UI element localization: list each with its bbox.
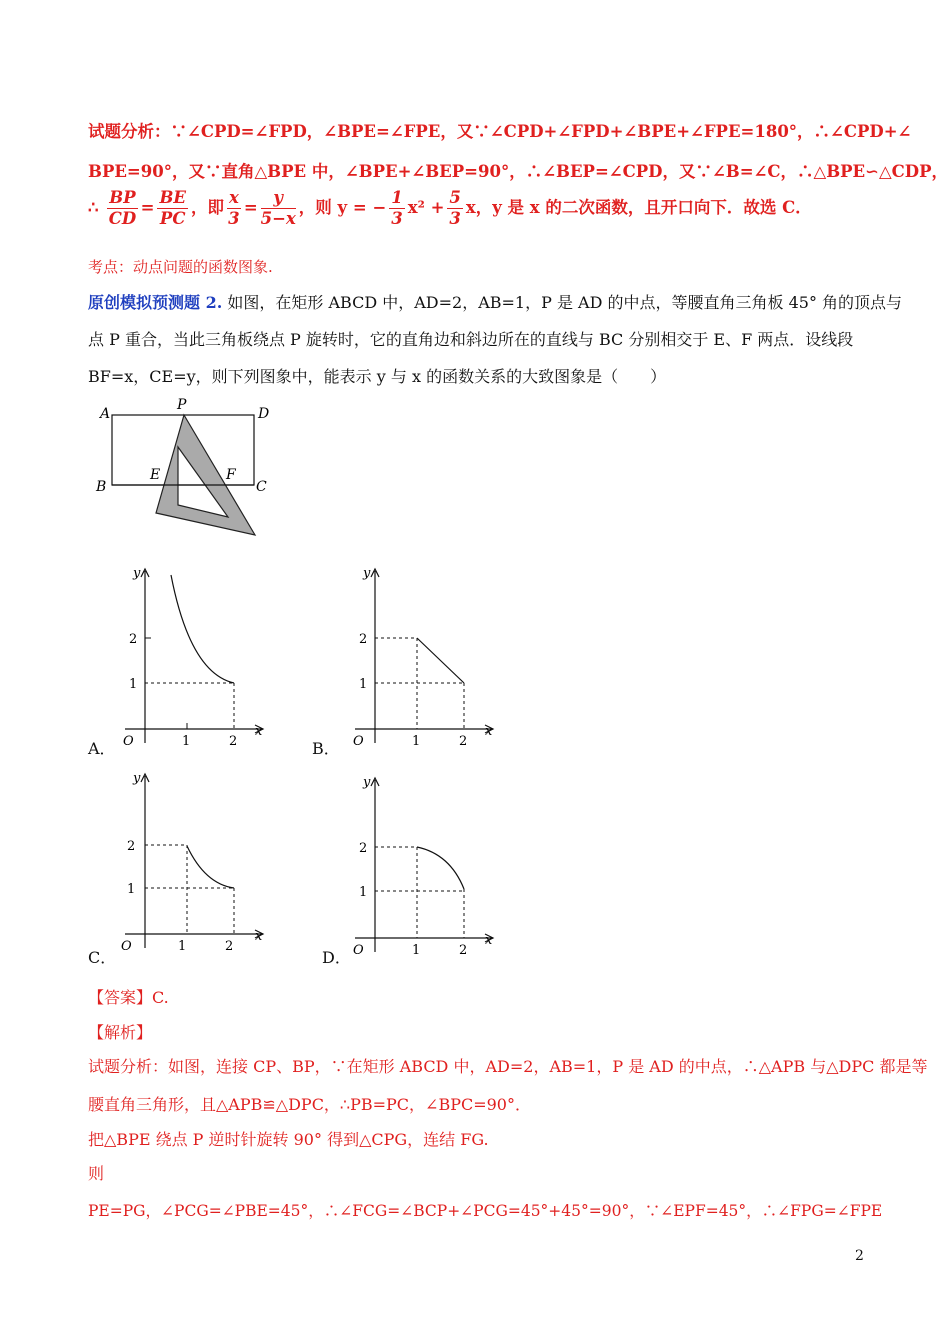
x-label: x <box>255 929 263 944</box>
fraction-be-pc <box>157 188 188 229</box>
x-label: x <box>485 724 493 739</box>
option-d-label: D． <box>322 948 351 967</box>
tick-label-x1: 1 <box>412 734 421 749</box>
option-a-label: A． <box>88 739 116 758</box>
tick-label-y1: 1 <box>127 882 136 897</box>
y-label: y <box>363 566 371 581</box>
jiexi-line3: 把△BPE 绕点 P 逆时针旋转 90° 得到△CPG，连结 FG. <box>88 1130 489 1149</box>
text-segment: ，则 y = − <box>298 198 387 217</box>
label-b: B <box>96 479 107 495</box>
text-segment: x² + <box>407 198 445 217</box>
frac-num: 5 <box>449 188 461 207</box>
label-c: C <box>256 479 267 495</box>
kaodian: 考点：动点问题的函数图象. <box>88 258 273 276</box>
tick-label-x2: 2 <box>459 943 468 958</box>
jiexi-line2: 腰直角三角形，且△APB≌△DPC，∴PB=PC，∠BPC=90°． <box>88 1095 531 1114</box>
fraction-y-5mx <box>261 188 296 229</box>
text-segment: x，y 是 x 的二次函数，且开口向下．故选 C． <box>465 198 812 217</box>
line-segment <box>417 638 464 683</box>
rectangle-triangle-figure <box>90 395 290 545</box>
graph-c <box>115 768 275 958</box>
jiexi-title: 【解析】 <box>88 1023 153 1042</box>
graph-d <box>345 772 505 962</box>
frac-num: BE <box>159 188 186 207</box>
y-label: y <box>363 775 371 790</box>
tick-label-y2: 2 <box>359 841 368 856</box>
jiexi-line5: PE=PG，∠PCG=∠PBE=45°，∴∠FCG=∠BCP+∠PCG=45°+45°=90°，∵∠EPF=45°，∴∠FPG=∠FPE <box>88 1202 883 1220</box>
question-line3: BF=x，CE=y，则下列图象中，能表示 y 与 x 的函数关系的大致图象是（ ） <box>88 367 667 386</box>
frac-num: y <box>261 188 296 209</box>
text-segment: ，即 <box>190 198 224 217</box>
origin-label: O <box>353 943 364 958</box>
origin-label: O <box>121 939 132 954</box>
page-number: 2 <box>855 1248 864 1264</box>
frac-num: BP <box>109 188 136 207</box>
frac-den: PC <box>159 209 186 228</box>
curve <box>187 846 234 888</box>
y-label: y <box>133 771 141 786</box>
graph-b <box>345 563 505 753</box>
tick-label-x2: 2 <box>229 734 238 749</box>
origin-label: O <box>353 734 364 749</box>
x-label: x <box>485 933 493 948</box>
triangle-ruler <box>156 415 255 535</box>
x-label: x <box>255 724 263 739</box>
tick-label-y1: 1 <box>129 677 138 692</box>
tick-label-x1: 1 <box>182 734 191 749</box>
tick-label-y2: 2 <box>359 632 368 647</box>
therefore-symbol: ∴ <box>88 198 99 217</box>
label-a: A <box>100 406 111 422</box>
frac-den: 3 <box>449 209 461 228</box>
jiexi-line1: 试题分析：如图，连接 CP、BP，∵在矩形 ABCD 中，AD=2，AB=1，P 是 AD 的中点，∴△APB 与△DPC 都是等 <box>88 1057 928 1076</box>
option-c-label: C． <box>88 948 117 967</box>
frac-den: CD <box>108 209 137 228</box>
question-title: 原创模拟预测题 2. <box>88 293 223 312</box>
fraction-1-3 <box>389 188 404 229</box>
origin-label: O <box>123 734 134 749</box>
tick-label-y2: 2 <box>127 839 136 854</box>
tick-label-y1: 1 <box>359 677 368 692</box>
tick-label-x2: 2 <box>459 734 468 749</box>
frac-den: 3 <box>228 209 240 228</box>
curve <box>417 847 464 889</box>
fraction-x-3 <box>227 188 241 229</box>
question-text-1: 如图，在矩形 ABCD 中，AD=2，AB=1，P 是 AD 的中点，等腰直角三角板 45° 角的顶点与 <box>227 293 903 312</box>
frac-num: x <box>228 188 239 207</box>
label-p: P <box>177 397 187 413</box>
frac-den: 3 <box>391 209 403 228</box>
answer: 【答案】C. <box>88 988 169 1007</box>
label-f: F <box>226 467 236 483</box>
question-line1 <box>88 290 902 313</box>
y-label: y <box>133 566 141 581</box>
tick-label-x1: 1 <box>178 939 187 954</box>
graph-a <box>115 563 275 753</box>
tick-label-x1: 1 <box>412 943 421 958</box>
analysis1-line1: 试题分析：∵∠CPD=∠FPD，∠BPE=∠FPE，又∵∠CPD+∠FPD+∠BPE+∠FPE=180°，∴∠CPD+∠ <box>88 122 912 141</box>
curve <box>171 575 234 683</box>
fraction-bp-cd <box>107 188 137 229</box>
fraction-5-3 <box>447 188 462 229</box>
question-line2: 点 P 重合，当此三角板绕点 P 旋转时，它的直角边和斜边所在的直线与 BC 分别相交于 E、F 两点．设线段 <box>88 330 854 349</box>
frac-den: 5−x <box>260 209 296 228</box>
option-b-label: B． <box>312 739 340 758</box>
frac-num: 1 <box>391 188 403 207</box>
tick-label-y1: 1 <box>359 885 368 900</box>
analysis1-line3: ∴ $\frac{BP}{CD}$ = $\frac{BE}{PC}$ ，即 $\frac{x}{3}$ = $\frac{y}{5-x}$ ，则 y = − $\frac{1}{3}$ x² + $\frac{5}{3}$ x，y 是 x 的二次函数，且开口向下．故选 C． <box>88 188 812 228</box>
analysis1-line2: BPE=90°，又∵直角△BPE 中，∠BPE+∠BEP=90°，∴∠BEP=∠CPD，又∵∠B=∠C，∴△BPE∽△CDP， <box>88 162 948 181</box>
label-d: D <box>258 406 270 422</box>
label-e: E <box>150 467 161 483</box>
tick-label-x2: 2 <box>225 939 234 954</box>
tick-label-y2: 2 <box>129 632 138 647</box>
jiexi-line4: 则 <box>88 1164 105 1183</box>
